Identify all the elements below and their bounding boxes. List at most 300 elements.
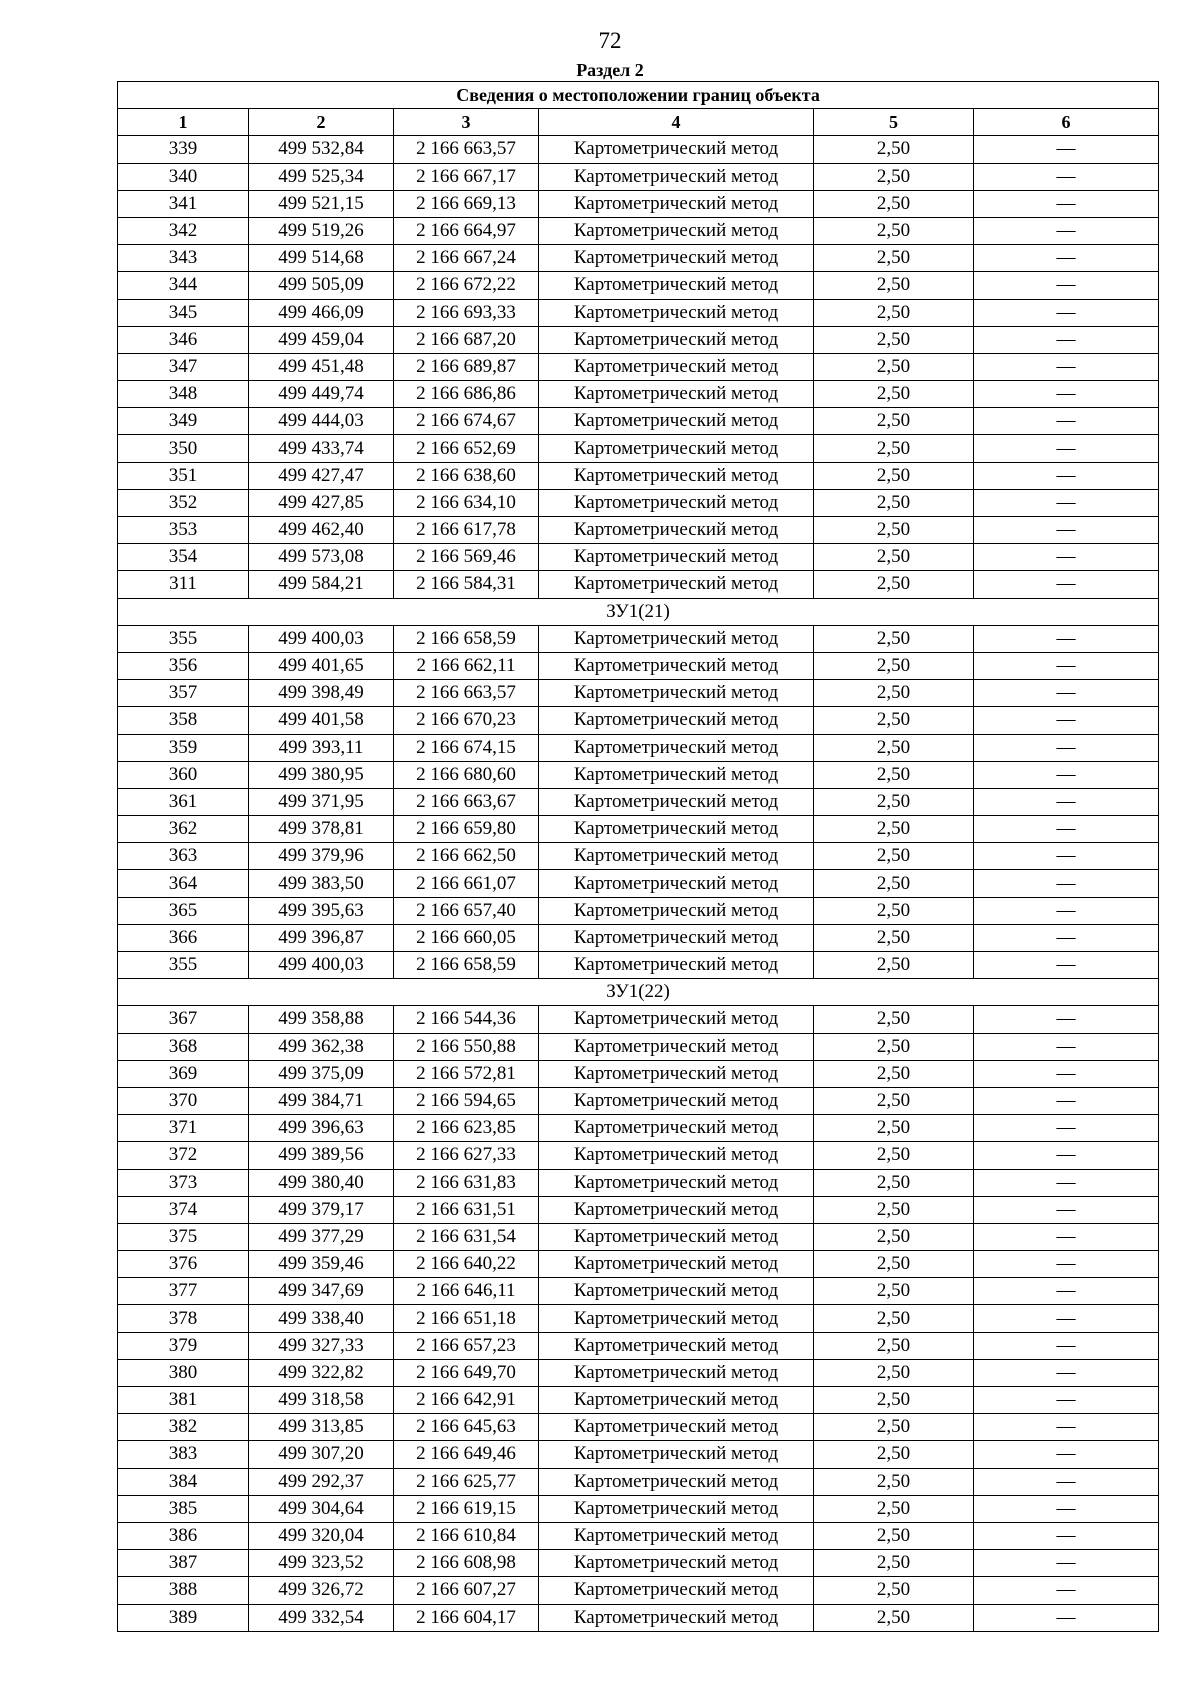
- y-coordinate-cell: 2 166 660,05: [394, 924, 539, 951]
- point-number-cell: 385: [118, 1495, 249, 1522]
- column-header: 2: [249, 109, 394, 136]
- method-cell: Картометрический метод: [539, 1441, 814, 1468]
- accuracy-cell: 2,50: [814, 1033, 974, 1060]
- method-cell: Картометрический метод: [539, 1251, 814, 1278]
- point-number-cell: 347: [118, 353, 249, 380]
- y-coordinate-cell: 2 166 619,15: [394, 1495, 539, 1522]
- point-number-cell: 363: [118, 843, 249, 870]
- y-coordinate-cell: 2 166 686,86: [394, 381, 539, 408]
- accuracy-cell: 2,50: [814, 1196, 974, 1223]
- table-caption: Сведения о местоположении границ объекта: [118, 82, 1159, 109]
- accuracy-cell: 2,50: [814, 1142, 974, 1169]
- x-coordinate-cell: 499 433,74: [249, 435, 394, 462]
- y-coordinate-cell: 2 166 664,97: [394, 217, 539, 244]
- table-row: [118, 1169, 1159, 1196]
- description-cell: —: [974, 1550, 1159, 1577]
- table-row: [118, 870, 1159, 897]
- x-coordinate-cell: 499 322,82: [249, 1359, 394, 1386]
- description-cell: —: [974, 680, 1159, 707]
- x-coordinate-cell: 499 362,38: [249, 1033, 394, 1060]
- point-number-cell: 350: [118, 435, 249, 462]
- point-number-cell: 375: [118, 1223, 249, 1250]
- x-coordinate-cell: 499 521,15: [249, 190, 394, 217]
- x-coordinate-cell: 499 449,74: [249, 381, 394, 408]
- method-cell: Картометрический метод: [539, 761, 814, 788]
- method-cell: Картометрический метод: [539, 788, 814, 815]
- point-number-cell: 343: [118, 245, 249, 272]
- y-coordinate-cell: 2 166 604,17: [394, 1604, 539, 1631]
- point-number-cell: 342: [118, 217, 249, 244]
- y-coordinate-cell: 2 166 625,77: [394, 1468, 539, 1495]
- point-number-cell: 345: [118, 299, 249, 326]
- accuracy-cell: 2,50: [814, 1115, 974, 1142]
- description-cell: —: [974, 897, 1159, 924]
- accuracy-cell: 2,50: [814, 625, 974, 652]
- accuracy-cell: 2,50: [814, 1414, 974, 1441]
- description-cell: —: [974, 1060, 1159, 1087]
- description-cell: —: [974, 1169, 1159, 1196]
- table-row: [118, 1006, 1159, 1033]
- point-number-cell: 388: [118, 1577, 249, 1604]
- accuracy-cell: 2,50: [814, 462, 974, 489]
- description-cell: —: [974, 435, 1159, 462]
- column-header: 1: [118, 109, 249, 136]
- accuracy-cell: 2,50: [814, 952, 974, 979]
- table-row: [118, 408, 1159, 435]
- table-row: [118, 190, 1159, 217]
- y-coordinate-cell: 2 166 670,23: [394, 707, 539, 734]
- table-row: [118, 1060, 1159, 1087]
- table-row: [118, 435, 1159, 462]
- accuracy-cell: 2,50: [814, 435, 974, 462]
- x-coordinate-cell: 499 427,85: [249, 489, 394, 516]
- description-cell: —: [974, 1387, 1159, 1414]
- y-coordinate-cell: 2 166 646,11: [394, 1278, 539, 1305]
- description-cell: —: [974, 353, 1159, 380]
- x-coordinate-cell: 499 359,46: [249, 1251, 394, 1278]
- description-cell: —: [974, 1441, 1159, 1468]
- y-coordinate-cell: 2 166 642,91: [394, 1387, 539, 1414]
- table-row: [118, 1332, 1159, 1359]
- accuracy-cell: 2,50: [814, 1332, 974, 1359]
- method-cell: Картометрический метод: [539, 326, 814, 353]
- method-cell: Картометрический метод: [539, 1060, 814, 1087]
- accuracy-cell: 2,50: [814, 163, 974, 190]
- method-cell: Картометрический метод: [539, 1577, 814, 1604]
- x-coordinate-cell: 499 398,49: [249, 680, 394, 707]
- accuracy-cell: 2,50: [814, 788, 974, 815]
- description-cell: —: [974, 326, 1159, 353]
- description-cell: —: [974, 489, 1159, 516]
- point-number-cell: 373: [118, 1169, 249, 1196]
- accuracy-cell: 2,50: [814, 1006, 974, 1033]
- x-coordinate-cell: 499 320,04: [249, 1522, 394, 1549]
- description-cell: —: [974, 245, 1159, 272]
- point-number-cell: 346: [118, 326, 249, 353]
- x-coordinate-cell: 499 332,54: [249, 1604, 394, 1631]
- y-coordinate-cell: 2 166 661,07: [394, 870, 539, 897]
- point-number-cell: 367: [118, 1006, 249, 1033]
- method-cell: Картометрический метод: [539, 1278, 814, 1305]
- description-cell: —: [974, 1359, 1159, 1386]
- x-coordinate-cell: 499 378,81: [249, 816, 394, 843]
- point-number-cell: 365: [118, 897, 249, 924]
- x-coordinate-cell: 499 375,09: [249, 1060, 394, 1087]
- y-coordinate-cell: 2 166 607,27: [394, 1577, 539, 1604]
- accuracy-cell: 2,50: [814, 924, 974, 951]
- point-number-cell: 371: [118, 1115, 249, 1142]
- method-cell: Картометрический метод: [539, 897, 814, 924]
- accuracy-cell: 2,50: [814, 1305, 974, 1332]
- method-cell: Картометрический метод: [539, 489, 814, 516]
- table-row: [118, 625, 1159, 652]
- x-coordinate-cell: 499 395,63: [249, 897, 394, 924]
- method-cell: Картометрический метод: [539, 136, 814, 163]
- method-cell: Картометрический метод: [539, 707, 814, 734]
- accuracy-cell: 2,50: [814, 1359, 974, 1386]
- x-coordinate-cell: 499 347,69: [249, 1278, 394, 1305]
- description-cell: —: [974, 408, 1159, 435]
- x-coordinate-cell: 499 400,03: [249, 952, 394, 979]
- point-number-cell: 378: [118, 1305, 249, 1332]
- point-number-cell: 380: [118, 1359, 249, 1386]
- point-number-cell: 362: [118, 816, 249, 843]
- method-cell: Картометрический метод: [539, 652, 814, 679]
- point-number-cell: 355: [118, 952, 249, 979]
- point-number-cell: 341: [118, 190, 249, 217]
- method-cell: Картометрический метод: [539, 1223, 814, 1250]
- point-number-cell: 389: [118, 1604, 249, 1631]
- method-cell: Картометрический метод: [539, 381, 814, 408]
- method-cell: Картометрический метод: [539, 1087, 814, 1114]
- point-number-cell: 352: [118, 489, 249, 516]
- table-row: [118, 1522, 1159, 1549]
- method-cell: Картометрический метод: [539, 870, 814, 897]
- description-cell: —: [974, 381, 1159, 408]
- page-number: 72: [598, 28, 622, 53]
- point-number-cell: 370: [118, 1087, 249, 1114]
- point-number-cell: 381: [118, 1387, 249, 1414]
- method-cell: Картометрический метод: [539, 217, 814, 244]
- accuracy-cell: 2,50: [814, 136, 974, 163]
- point-number-cell: 383: [118, 1441, 249, 1468]
- description-cell: —: [974, 952, 1159, 979]
- table-row: [118, 1468, 1159, 1495]
- y-coordinate-cell: 2 166 569,46: [394, 544, 539, 571]
- table-row: [118, 1033, 1159, 1060]
- accuracy-cell: 2,50: [814, 897, 974, 924]
- accuracy-cell: 2,50: [814, 217, 974, 244]
- method-cell: Картометрический метод: [539, 462, 814, 489]
- table-row: [118, 245, 1159, 272]
- y-coordinate-cell: 2 166 627,33: [394, 1142, 539, 1169]
- accuracy-cell: 2,50: [814, 1495, 974, 1522]
- point-number-cell: 348: [118, 381, 249, 408]
- y-coordinate-cell: 2 166 594,65: [394, 1087, 539, 1114]
- point-number-cell: 387: [118, 1550, 249, 1577]
- x-coordinate-cell: 499 462,40: [249, 517, 394, 544]
- table-row: [118, 1278, 1159, 1305]
- x-coordinate-cell: 499 326,72: [249, 1577, 394, 1604]
- point-number-cell: 372: [118, 1142, 249, 1169]
- method-cell: Картометрический метод: [539, 1033, 814, 1060]
- table-row: [118, 1115, 1159, 1142]
- description-cell: —: [974, 1577, 1159, 1604]
- x-coordinate-cell: 499 384,71: [249, 1087, 394, 1114]
- x-coordinate-cell: 499 444,03: [249, 408, 394, 435]
- point-number-cell: 382: [118, 1414, 249, 1441]
- table-row: [118, 680, 1159, 707]
- table-row: [118, 1387, 1159, 1414]
- y-coordinate-cell: 2 166 631,51: [394, 1196, 539, 1223]
- x-coordinate-cell: 499 519,26: [249, 217, 394, 244]
- table-row: [118, 517, 1159, 544]
- method-cell: Картометрический метод: [539, 517, 814, 544]
- table-row: [118, 462, 1159, 489]
- table-row: [118, 381, 1159, 408]
- method-cell: Картометрический метод: [539, 435, 814, 462]
- description-cell: —: [974, 1006, 1159, 1033]
- x-coordinate-cell: 499 313,85: [249, 1414, 394, 1441]
- table-row: [118, 1495, 1159, 1522]
- y-coordinate-cell: 2 166 657,40: [394, 897, 539, 924]
- x-coordinate-cell: 499 459,04: [249, 326, 394, 353]
- description-cell: —: [974, 1196, 1159, 1223]
- y-coordinate-cell: 2 166 584,31: [394, 571, 539, 598]
- point-number-cell: 349: [118, 408, 249, 435]
- point-number-cell: 377: [118, 1278, 249, 1305]
- table-row: [118, 924, 1159, 951]
- description-cell: —: [974, 163, 1159, 190]
- x-coordinate-cell: 499 371,95: [249, 788, 394, 815]
- y-coordinate-cell: 2 166 659,80: [394, 816, 539, 843]
- x-coordinate-cell: 499 389,56: [249, 1142, 394, 1169]
- point-number-cell: 356: [118, 652, 249, 679]
- description-cell: —: [974, 571, 1159, 598]
- table-row: [118, 217, 1159, 244]
- method-cell: Картометрический метод: [539, 571, 814, 598]
- description-cell: —: [974, 462, 1159, 489]
- section-row: [118, 598, 1159, 625]
- table-row: [118, 1550, 1159, 1577]
- section-label: ЗУ1(21): [118, 598, 1159, 625]
- accuracy-cell: 2,50: [814, 707, 974, 734]
- x-coordinate-cell: 499 532,84: [249, 136, 394, 163]
- description-cell: —: [974, 707, 1159, 734]
- table-row: [118, 1577, 1159, 1604]
- table-row: [118, 761, 1159, 788]
- x-coordinate-cell: 499 380,95: [249, 761, 394, 788]
- table-row: [118, 489, 1159, 516]
- y-coordinate-cell: 2 166 674,15: [394, 734, 539, 761]
- coordinates-table: [117, 81, 1159, 1632]
- y-coordinate-cell: 2 166 662,50: [394, 843, 539, 870]
- table-row: [118, 843, 1159, 870]
- point-number-cell: 379: [118, 1332, 249, 1359]
- method-cell: Картометрический метод: [539, 843, 814, 870]
- point-number-cell: 353: [118, 517, 249, 544]
- table-row: [118, 163, 1159, 190]
- method-cell: Картометрический метод: [539, 1604, 814, 1631]
- table-row: [118, 136, 1159, 163]
- description-cell: —: [974, 1251, 1159, 1278]
- table-row: [118, 1604, 1159, 1631]
- accuracy-cell: 2,50: [814, 1169, 974, 1196]
- x-coordinate-cell: 499 307,20: [249, 1441, 394, 1468]
- description-cell: —: [974, 1414, 1159, 1441]
- x-coordinate-cell: 499 383,50: [249, 870, 394, 897]
- table-row: [118, 1223, 1159, 1250]
- method-cell: Картометрический метод: [539, 245, 814, 272]
- y-coordinate-cell: 2 166 674,67: [394, 408, 539, 435]
- y-coordinate-cell: 2 166 617,78: [394, 517, 539, 544]
- y-coordinate-cell: 2 166 663,57: [394, 136, 539, 163]
- table-row: [118, 652, 1159, 679]
- y-coordinate-cell: 2 166 669,13: [394, 190, 539, 217]
- table-row: [118, 1441, 1159, 1468]
- y-coordinate-cell: 2 166 662,11: [394, 652, 539, 679]
- description-cell: —: [974, 1087, 1159, 1114]
- method-cell: Картометрический метод: [539, 816, 814, 843]
- method-cell: Картометрический метод: [539, 1332, 814, 1359]
- accuracy-cell: 2,50: [814, 1522, 974, 1549]
- method-cell: Картометрический метод: [539, 625, 814, 652]
- point-number-cell: 354: [118, 544, 249, 571]
- method-cell: Картометрический метод: [539, 952, 814, 979]
- x-coordinate-cell: 499 573,08: [249, 544, 394, 571]
- description-cell: —: [974, 652, 1159, 679]
- table-row: [118, 571, 1159, 598]
- section-row: [118, 979, 1159, 1006]
- accuracy-cell: 2,50: [814, 1604, 974, 1631]
- point-number-cell: 358: [118, 707, 249, 734]
- point-number-cell: 355: [118, 625, 249, 652]
- accuracy-cell: 2,50: [814, 571, 974, 598]
- accuracy-cell: 2,50: [814, 816, 974, 843]
- description-cell: —: [974, 1522, 1159, 1549]
- table-row: [118, 1251, 1159, 1278]
- x-coordinate-cell: 499 505,09: [249, 272, 394, 299]
- y-coordinate-cell: 2 166 550,88: [394, 1033, 539, 1060]
- method-cell: Картометрический метод: [539, 544, 814, 571]
- y-coordinate-cell: 2 166 634,10: [394, 489, 539, 516]
- description-cell: —: [974, 136, 1159, 163]
- accuracy-cell: 2,50: [814, 1468, 974, 1495]
- y-coordinate-cell: 2 166 623,85: [394, 1115, 539, 1142]
- x-coordinate-cell: 499 396,87: [249, 924, 394, 951]
- method-cell: Картометрический метод: [539, 299, 814, 326]
- table-row: [118, 952, 1159, 979]
- table-row: [118, 272, 1159, 299]
- x-coordinate-cell: 499 327,33: [249, 1332, 394, 1359]
- y-coordinate-cell: 2 166 645,63: [394, 1414, 539, 1441]
- method-cell: Картометрический метод: [539, 1387, 814, 1414]
- description-cell: —: [974, 1305, 1159, 1332]
- method-cell: Картометрический метод: [539, 1359, 814, 1386]
- table-row: [118, 1142, 1159, 1169]
- y-coordinate-cell: 2 166 649,70: [394, 1359, 539, 1386]
- accuracy-cell: 2,50: [814, 544, 974, 571]
- point-number-cell: 364: [118, 870, 249, 897]
- table-row: [118, 299, 1159, 326]
- x-coordinate-cell: 499 466,09: [249, 299, 394, 326]
- table-row: [118, 1414, 1159, 1441]
- method-cell: Картометрический метод: [539, 1142, 814, 1169]
- accuracy-cell: 2,50: [814, 408, 974, 435]
- table-row: [118, 353, 1159, 380]
- description-cell: —: [974, 190, 1159, 217]
- x-coordinate-cell: 499 393,11: [249, 734, 394, 761]
- accuracy-cell: 2,50: [814, 1223, 974, 1250]
- description-cell: —: [974, 1115, 1159, 1142]
- x-coordinate-cell: 499 379,96: [249, 843, 394, 870]
- x-coordinate-cell: 499 401,58: [249, 707, 394, 734]
- x-coordinate-cell: 499 338,40: [249, 1305, 394, 1332]
- table-header-row: [118, 109, 1159, 136]
- table-caption-row: [118, 82, 1159, 109]
- accuracy-cell: 2,50: [814, 870, 974, 897]
- description-cell: —: [974, 924, 1159, 951]
- method-cell: Картометрический метод: [539, 680, 814, 707]
- section-title: Раздел 2: [576, 60, 644, 80]
- table-row: [118, 1196, 1159, 1223]
- y-coordinate-cell: 2 166 687,20: [394, 326, 539, 353]
- x-coordinate-cell: 499 304,64: [249, 1495, 394, 1522]
- y-coordinate-cell: 2 166 657,23: [394, 1332, 539, 1359]
- description-cell: —: [974, 217, 1159, 244]
- method-cell: Картометрический метод: [539, 1522, 814, 1549]
- y-coordinate-cell: 2 166 631,54: [394, 1223, 539, 1250]
- description-cell: —: [974, 625, 1159, 652]
- method-cell: Картометрический метод: [539, 734, 814, 761]
- method-cell: Картометрический метод: [539, 1115, 814, 1142]
- description-cell: —: [974, 1468, 1159, 1495]
- accuracy-cell: 2,50: [814, 734, 974, 761]
- description-cell: —: [974, 272, 1159, 299]
- point-number-cell: 374: [118, 1196, 249, 1223]
- y-coordinate-cell: 2 166 680,60: [394, 761, 539, 788]
- point-number-cell: 344: [118, 272, 249, 299]
- accuracy-cell: 2,50: [814, 652, 974, 679]
- table-row: [118, 326, 1159, 353]
- column-header: 4: [539, 109, 814, 136]
- point-number-cell: 351: [118, 462, 249, 489]
- x-coordinate-cell: 499 358,88: [249, 1006, 394, 1033]
- point-number-cell: 360: [118, 761, 249, 788]
- point-number-cell: 340: [118, 163, 249, 190]
- accuracy-cell: 2,50: [814, 1278, 974, 1305]
- y-coordinate-cell: 2 166 651,18: [394, 1305, 539, 1332]
- table-row: [118, 1359, 1159, 1386]
- accuracy-cell: 2,50: [814, 1550, 974, 1577]
- x-coordinate-cell: 499 451,48: [249, 353, 394, 380]
- point-number-cell: 368: [118, 1033, 249, 1060]
- column-header: 6: [974, 109, 1159, 136]
- accuracy-cell: 2,50: [814, 680, 974, 707]
- accuracy-cell: 2,50: [814, 489, 974, 516]
- y-coordinate-cell: 2 166 693,33: [394, 299, 539, 326]
- x-coordinate-cell: 499 318,58: [249, 1387, 394, 1414]
- accuracy-cell: 2,50: [814, 326, 974, 353]
- accuracy-cell: 2,50: [814, 353, 974, 380]
- table-row: [118, 734, 1159, 761]
- accuracy-cell: 2,50: [814, 1060, 974, 1087]
- point-number-cell: 361: [118, 788, 249, 815]
- point-number-cell: 366: [118, 924, 249, 951]
- method-cell: Картометрический метод: [539, 1495, 814, 1522]
- column-header: 5: [814, 109, 974, 136]
- x-coordinate-cell: 499 323,52: [249, 1550, 394, 1577]
